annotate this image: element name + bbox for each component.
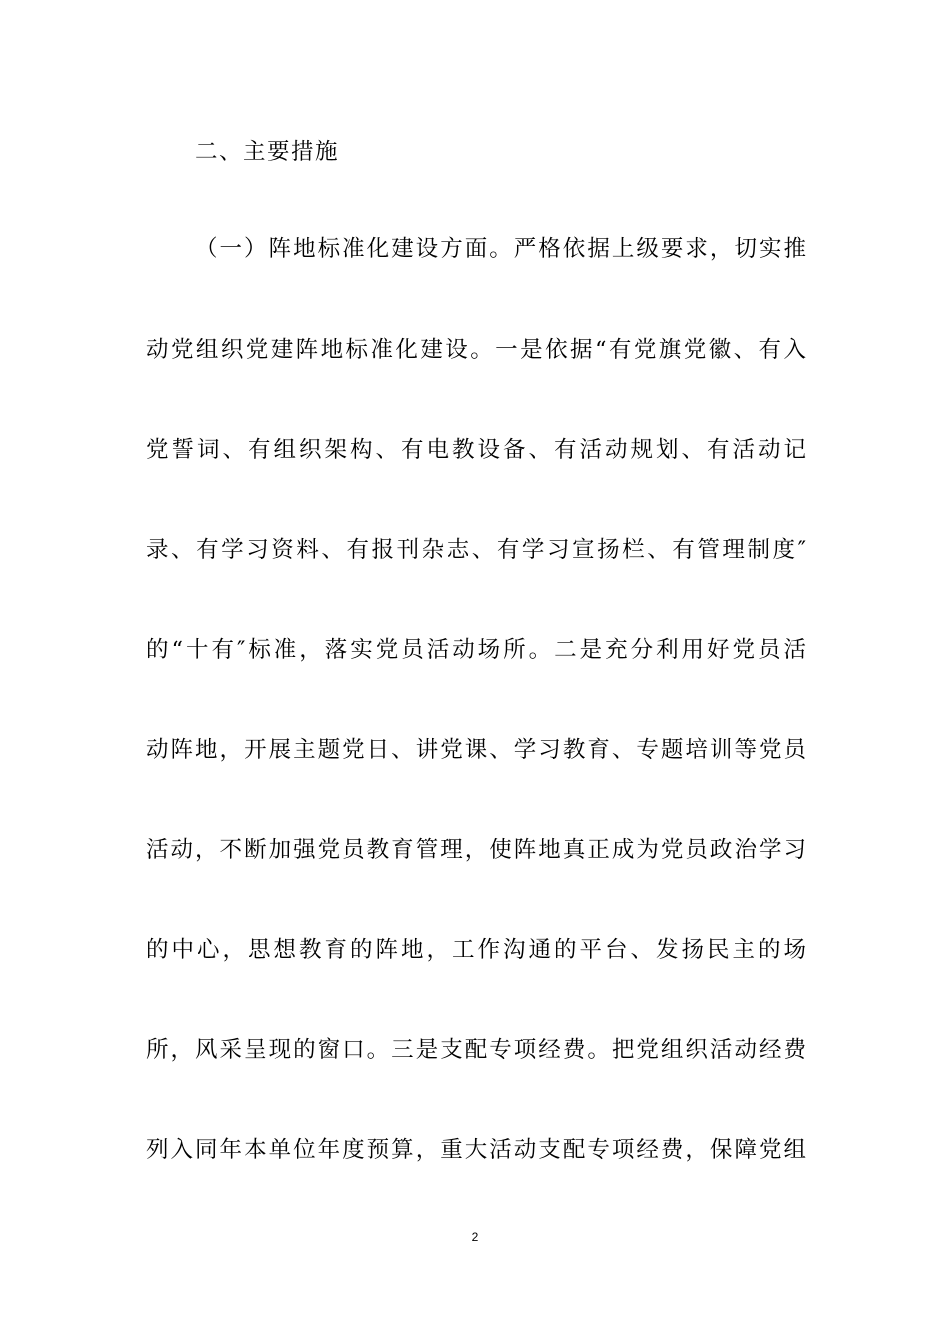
- paragraph-line: 录、有学习资料、有报刊杂志、有学习宣扬栏、有管理制度″: [146, 537, 806, 563]
- page-number: 2: [471, 1230, 479, 1244]
- paragraph-line: 的中心，思想教育的阵地，工作沟通的平台、发扬民主的场: [146, 937, 806, 963]
- paragraph-line: 列入同年本单位年度预算，重大活动支配专项经费，保障党组: [146, 1137, 806, 1163]
- paragraph-line: 党誓词、有组织架构、有电教设备、有活动规划、有活动记: [146, 437, 806, 463]
- paragraph-line: 所，风采呈现的窗口。三是支配专项经费。把党组织活动经费: [146, 1037, 806, 1063]
- paragraph-line: 的“十有″标准，落实党员活动场所。二是充分利用好党员活: [146, 637, 806, 663]
- paragraph-line: 动党组织党建阵地标准化建设。一是依据“有党旗党徽、有入: [146, 337, 806, 363]
- paragraph-line: 活动，不断加强党员教育管理，使阵地真正成为党员政治学习: [146, 837, 806, 863]
- paragraph-line: （一）阵地标准化建设方面。严格依据上级要求，切实推: [195, 236, 806, 262]
- section-heading: 二、主要措施: [195, 139, 340, 165]
- paragraph-line: 动阵地，开展主题党日、讲党课、学习教育、专题培训等党员: [146, 737, 806, 763]
